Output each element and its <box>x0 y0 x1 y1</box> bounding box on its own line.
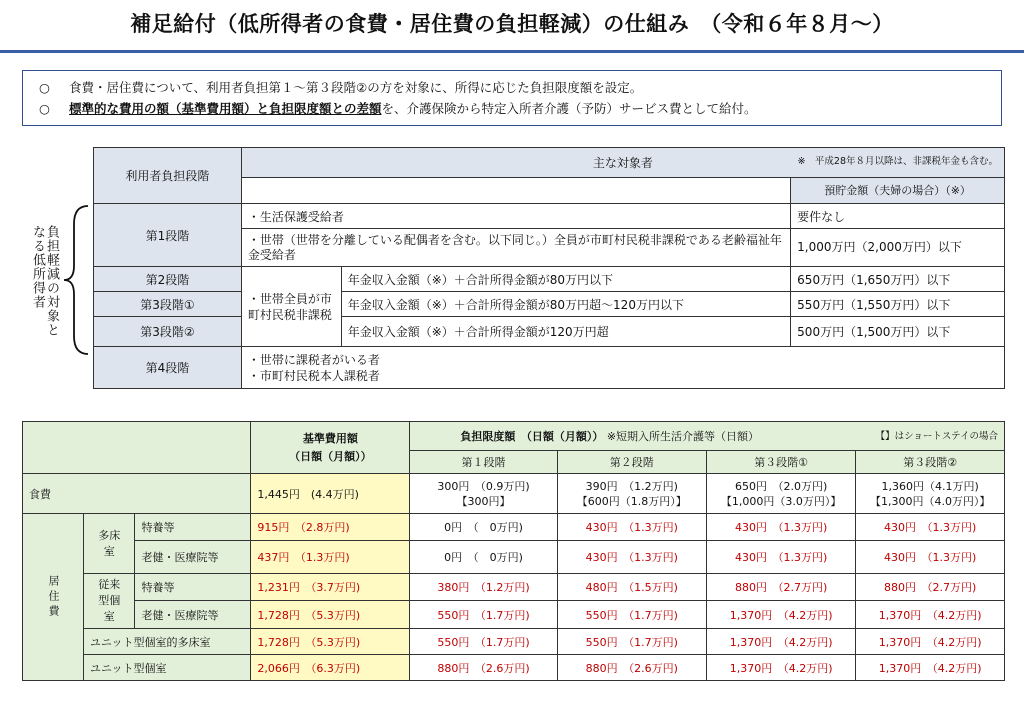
food-short: 【300円】 <box>456 494 511 508</box>
eligibility-table <box>93 147 1005 389</box>
residence-value: 1,370円 （4.2万円) <box>856 629 1005 655</box>
header-note: ※ 平成28年８月以降は、非課税年金も含む。 <box>797 156 998 167</box>
level-1: 第1段階 <box>94 204 242 267</box>
limit-note: ※短期入所生活介護等（日額） <box>606 429 760 443</box>
residence-value: 430円 （1.3万円) <box>557 541 706 574</box>
residence-value: 430円 （1.3万円) <box>706 541 856 574</box>
col-level-3b: 第３段階② <box>856 450 1005 473</box>
bullet-mark: ○ <box>39 101 50 116</box>
residence-base: 2,066円 （6.3万円) <box>251 655 410 681</box>
level-2: 第2段階 <box>94 267 242 292</box>
level-4-condition-a: ・世帯に課税者がいる者 <box>247 352 380 367</box>
level-3a-savings: 550万円（1,550万円）以下 <box>791 292 1005 317</box>
base-header-2: （日額（月額）） <box>289 449 372 463</box>
level-4-conditions <box>241 347 1004 389</box>
level-3b-condition: 年金収入金額（※）＋合計所得金額が120万円超 <box>341 317 790 347</box>
level-2-savings: 650万円（1,650万円）以下 <box>791 267 1005 292</box>
residence-value: 880円 （2.7万円) <box>856 574 1005 601</box>
summary-line-2 <box>39 98 991 119</box>
food-label: 食費 <box>23 474 251 514</box>
residence-base: 1,728円 （5.3万円) <box>251 601 410 629</box>
summary-text: を、介護保険から特定入所者介護（予防）サービス費として給付。 <box>381 101 757 116</box>
residence-value: 0円 （ 0万円) <box>410 541 557 574</box>
corner-cell <box>23 422 251 474</box>
col-level-1: 第１段階 <box>410 450 557 473</box>
residence-value: 1,370円 （4.2万円) <box>706 601 856 629</box>
residence-value: 550円 （1.7万円) <box>410 629 557 655</box>
cost-table <box>22 421 1005 681</box>
level-3b: 第3段階② <box>94 317 242 347</box>
room-group-multi: 多床室 <box>84 514 135 574</box>
col-level-2: 第２段階 <box>557 450 706 473</box>
food-value: 650円 （2.0万円) <box>734 479 828 493</box>
food-short: 【600円（1.8万円）】 <box>576 494 687 508</box>
residence-value: 0円 （ 0万円) <box>410 514 557 541</box>
bracket-label: 負担軽減の対象となる低所得者 <box>30 225 59 337</box>
level-1-savings-a: 要件なし <box>791 204 1005 229</box>
residence-value: 1,370円 （4.2万円) <box>706 629 856 655</box>
group-label: ・世帯全員が市町村民税非課税 <box>241 267 341 347</box>
food-cell-3 <box>706 474 856 514</box>
residence-base: 915円 （2.8万円) <box>251 514 410 541</box>
base-header: 基準費用額 <box>302 431 358 445</box>
brace-icon <box>62 204 90 356</box>
food-cell-4 <box>856 474 1005 514</box>
header-savings: 預貯金額（夫婦の場合）（※） <box>791 177 1005 203</box>
residence-value: 880円 （2.7万円) <box>706 574 856 601</box>
residence-value: 430円 （1.3万円) <box>856 541 1005 574</box>
residence-value: 1,370円 （4.2万円) <box>856 655 1005 681</box>
room-group-unit-multi: ユニット型個室的多床室 <box>84 629 251 655</box>
residence-value: 880円 （2.6万円) <box>410 655 557 681</box>
title-rule <box>0 50 1024 53</box>
limit-note-2: 【】はショートステイの場合 <box>875 431 998 442</box>
residence-value: 430円 （1.3万円) <box>856 514 1005 541</box>
food-cell-1 <box>410 474 557 514</box>
limit-header: 負担限度額 （日額（月額）） <box>460 429 604 443</box>
summary-line-1 <box>39 77 991 98</box>
level-4-condition-b: ・市町村民税本人課税者 <box>247 368 380 383</box>
col-level-3a: 第３段階① <box>706 450 856 473</box>
residence-base: 437円 （1.3万円) <box>251 541 410 574</box>
room-type: 特養等 <box>135 574 251 601</box>
residence-value: 1,370円 （4.2万円) <box>856 601 1005 629</box>
level-3b-savings: 500万円（1,500万円）以下 <box>791 317 1005 347</box>
header-main: 主な対象者 <box>592 155 653 170</box>
level-1-savings-b: 1,000万円（2,000万円）以下 <box>791 229 1005 267</box>
level-2-condition: 年金収入金額（※）＋合計所得金額が80万円以下 <box>341 267 790 292</box>
summary-text: 食費・居住費について、利用者負担第１〜第３段階②の方を対象に、所得に応じた負担限度額を設定。 <box>69 80 643 95</box>
residence-value: 480円 （1.5万円) <box>557 574 706 601</box>
residence-label: 居住費 <box>23 514 84 681</box>
residence-value: 880円 （2.6万円) <box>557 655 706 681</box>
header-blank <box>241 177 790 203</box>
header-level: 利用者負担段階 <box>94 148 242 204</box>
level-3a-condition: 年金収入金額（※）＋合計所得金額が80万円超〜120万円以下 <box>341 292 790 317</box>
residence-value: 550円 （1.7万円) <box>557 629 706 655</box>
residence-value: 1,370円 （4.2万円) <box>706 655 856 681</box>
room-type: 老健・医療院等 <box>135 541 251 574</box>
limit-header-cell <box>410 422 1005 451</box>
header-main-cell <box>241 148 1004 178</box>
residence-value: 550円 （1.7万円) <box>410 601 557 629</box>
food-short: 【1,000円（3.0万円）】 <box>720 494 842 508</box>
bullet-mark: ○ <box>39 80 50 95</box>
base-header-cell <box>251 422 410 474</box>
room-type: 老健・医療院等 <box>135 601 251 629</box>
summary-box <box>22 70 1002 126</box>
level-1-condition-a: ・生活保護受給者 <box>241 204 790 229</box>
page-title: 補足給付（低所得者の食費・居住費の負担軽減）の仕組み （令和６年８月〜） <box>130 12 894 36</box>
residence-value: 430円 （1.3万円) <box>557 514 706 541</box>
level-4: 第4段階 <box>94 347 242 389</box>
residence-value: 380円 （1.2万円) <box>410 574 557 601</box>
food-cell-2 <box>557 474 706 514</box>
room-group-private: 従来型個室 <box>84 574 135 629</box>
residence-base: 1,231円 （3.7万円) <box>251 574 410 601</box>
food-base: 1,445円 (4.4万円) <box>251 474 410 514</box>
residence-base: 1,728円 （5.3万円) <box>251 629 410 655</box>
room-type: 特養等 <box>135 514 251 541</box>
residence-value: 550円 （1.7万円) <box>557 601 706 629</box>
food-value: 1,360円（4.1万円) <box>881 479 979 493</box>
level-3a: 第3段階① <box>94 292 242 317</box>
level-1-condition-b: ・世帯（世帯を分離している配偶者を含む。以下同じ。）全員が市町村民税非課税である老齢福祉年金受給者 <box>241 229 790 267</box>
room-group-unit-private: ユニット型個室 <box>84 655 251 681</box>
summary-underlined-text: 標準的な費用の額（基準費用額）と負担限度額との差額 <box>69 101 382 116</box>
food-short: 【1,300円（4.0万円）】 <box>869 494 991 508</box>
food-value: 390円 （1.2万円) <box>585 479 678 493</box>
residence-value: 430円 （1.3万円) <box>706 514 856 541</box>
food-value: 300円 （0.9万円) <box>437 479 530 493</box>
